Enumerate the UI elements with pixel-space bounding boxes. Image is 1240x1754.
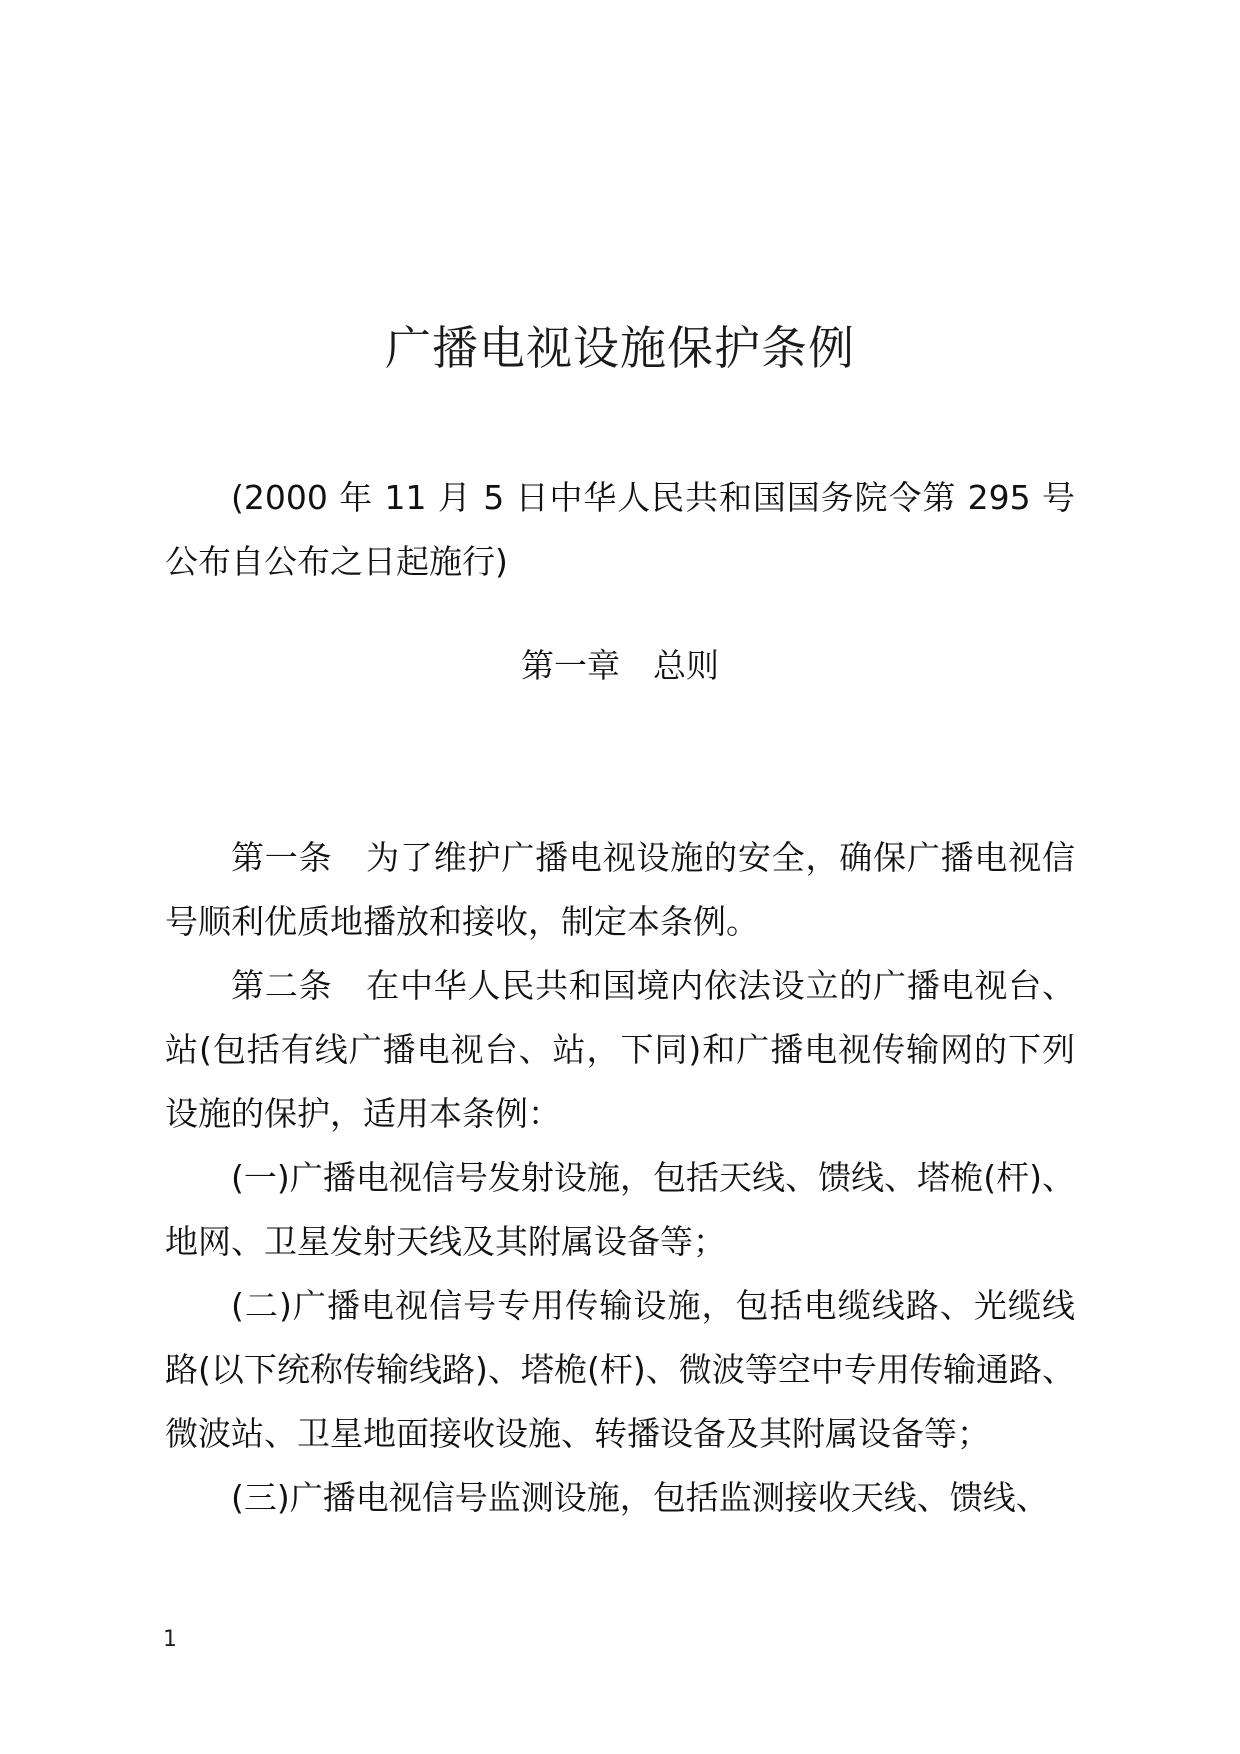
article-paragraph: (二)广播电视信号专用传输设施，包括电缆线路、光缆线路(以下统称传输线路)、塔桅(杆)、微波等空中专用传输通路、微波站、卫星地面接收设施、转播设备及其附属设备等； — [165, 1286, 1075, 1453]
spacer — [165, 594, 1075, 634]
document-body — [165, 466, 1075, 1530]
source-note: (2000 年 11 月 5 日中华人民共和国国务院令第 295 号公布自公布之日起施行) — [165, 478, 1075, 581]
chapter-heading: 第一章 总则 — [521, 646, 719, 685]
article-paragraph: 第一条 为了维护广播电视设施的安全，确保广播电视信号顺利优质地播放和接收，制定本条例。 — [165, 838, 1075, 941]
document-title: 广播电视设施保护条例 — [385, 321, 855, 375]
article-paragraph: (三)广播电视信号监测设施，包括监测接收天线、馈线、 — [231, 1478, 1049, 1517]
page-number: 1 — [163, 1627, 177, 1652]
article-paragraph: 第二条 在中华人民共和国境内依法设立的广播电视台、站(包括有线广播电视台、站，下同)和广播电视传输网的下列设施的保护，适用本条例： — [165, 966, 1075, 1133]
article-paragraph: (一)广播电视信号发射设施，包括天线、馈线、塔桅(杆)、地网、卫星发射天线及其附属设备等； — [165, 1158, 1075, 1261]
